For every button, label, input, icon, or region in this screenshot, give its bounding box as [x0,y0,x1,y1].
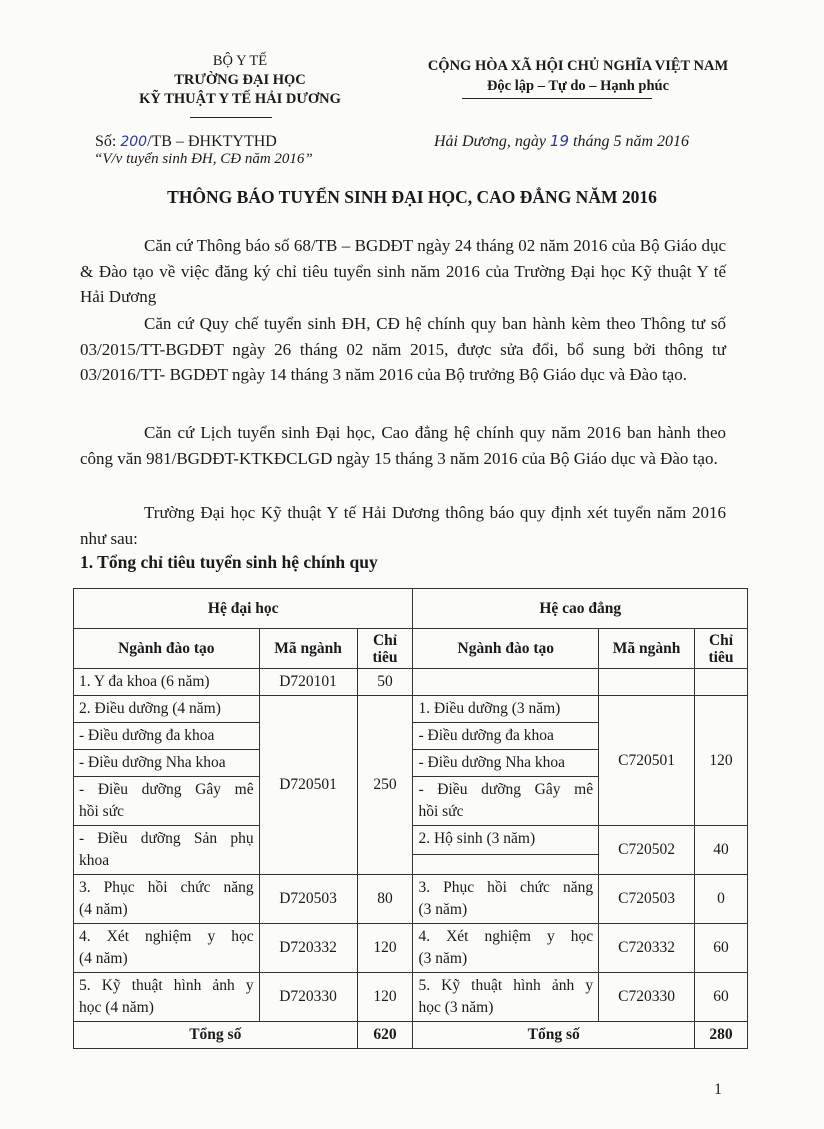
document-number: Số: 200/TB – ĐHKTYTHD [95,133,277,150]
school-name-line1: TRƯỜNG ĐẠI HỌC [174,72,306,88]
document-date: Hải Dương, ngày 19 tháng 5 năm 2016 [434,132,690,150]
issuer-block [90,52,390,109]
total-label-dh: Tổng số [74,1022,358,1049]
national-header [378,56,778,96]
table-total-row [74,1022,748,1049]
table-row: 1. Y đa khoa (6 năm) D720101 50 [74,669,748,696]
paragraph-3: Căn cứ Lịch tuyển sinh Đại học, Cao đẳng hệ chính quy năm 2016 ban hành theo công văn 981/BGDĐT-KTKĐCLGD ngày 15 tháng 3 năm 2016 của Bộ Giáo dục và Đào tạo. [80,423,726,468]
table-row: 3. Phục hồi chức năng (4 năm) D720503 80 3. Phục hồi chức năng (3 năm) C720503 0 [74,875,748,924]
col-header-major: Ngành đào tạo [413,629,599,669]
col-header-code: Mã ngành [599,629,695,669]
group-cd: Hệ cao đẳng [413,589,748,629]
table-group-header-row [74,589,748,629]
paragraph-2: Căn cứ Quy chế tuyển sinh ĐH, CĐ hệ chính quy ban hành kèm theo Thông tư số 03/2015/TT-BGDĐT ngày 26 tháng 02 năm 2015, được sửa đổi, bổ sung bởi thông tư 03/2016/TT- BGDĐT ngày 14 tháng 3 năm 2016 của Bộ trưởng Bộ Giáo dục và Đào tạo. [80,314,726,384]
table-row: 5. Kỹ thuật hình ảnh y học (4 năm) D720330 120 5. Kỹ thuật hình ảnh y học (3 năm) C720330 60 [74,973,748,1022]
table-row: - Điều dưỡng đa khoa - Điều dưỡng đa khoa [74,723,748,750]
table-column-header-row [74,629,748,669]
table-row: 2. Điều dưỡng (4 năm) D720501 250 1. Điều dưỡng (3 năm) C720501 120 [74,696,748,723]
motto-underline [462,98,652,99]
country-name: CỘNG HÒA XÃ HỘI CHỦ NGHĨA VIỆT NAM [427,58,729,74]
col-header-code: Mã ngành [259,629,357,669]
school-name-line2: KỸ THUẬT Y TẾ HẢI DƯƠNG [139,91,341,107]
col-header-quota: Chỉ tiêu [695,629,748,669]
col-header-quota: Chỉ tiêu [357,629,413,669]
document-subject: “V/v tuyển sinh ĐH, CĐ năm 2016” [94,151,313,167]
table-row: - Điều dưỡng Nha khoa - Điều dưỡng Nha khoa [74,750,748,777]
paragraph-1: Căn cứ Thông báo số 68/TB – BGDĐT ngày 24 tháng 02 năm 2016 của Bộ Giáo dục & Đào tạo về việc đăng ký chỉ tiêu tuyển sinh năm 2016 của Trường Đại học Kỹ thuật Y tế Hải Dương [80,236,726,306]
group-dh: Hệ đại học [74,589,413,629]
table-row: 4. Xét nghiệm y học (4 năm) D720332 120 4. Xét nghiệm y học (3 năm) C720332 60 [74,924,748,973]
page-number: 1 [714,1081,722,1098]
document-title: THÔNG BÁO TUYỂN SINH ĐẠI HỌC, CAO ĐẲNG NĂM 2016 [167,187,657,207]
section-title: 1. Tổng chỉ tiêu tuyển sinh hệ chính quy [80,552,378,572]
total-dh: 620 [357,1022,413,1049]
handwritten-day: 19 [549,132,570,150]
table-row: - Điều dưỡng Sản phụ khoa 2. Hộ sinh (3 năm) C720502 40 [74,826,748,855]
table-row: - Điều dưỡng Gây mê hồi sức - Điều dưỡng Gây mê hồi sức [74,777,748,826]
handwritten-number: 200 [120,134,148,150]
paragraph-4: Trường Đại học Kỹ thuật Y tế Hải Dương thông báo quy định xét tuyển năm 2016 như sau: [80,503,726,548]
country-motto: Độc lập – Tự do – Hạnh phúc [486,78,670,94]
total-cd: 280 [695,1022,748,1049]
quota-table [73,588,748,1049]
col-header-major: Ngành đào tạo [74,629,260,669]
total-label-cd: Tổng số [413,1022,695,1049]
ministry-name: BỘ Y TẾ [212,53,268,69]
issuer-underline [190,117,272,118]
